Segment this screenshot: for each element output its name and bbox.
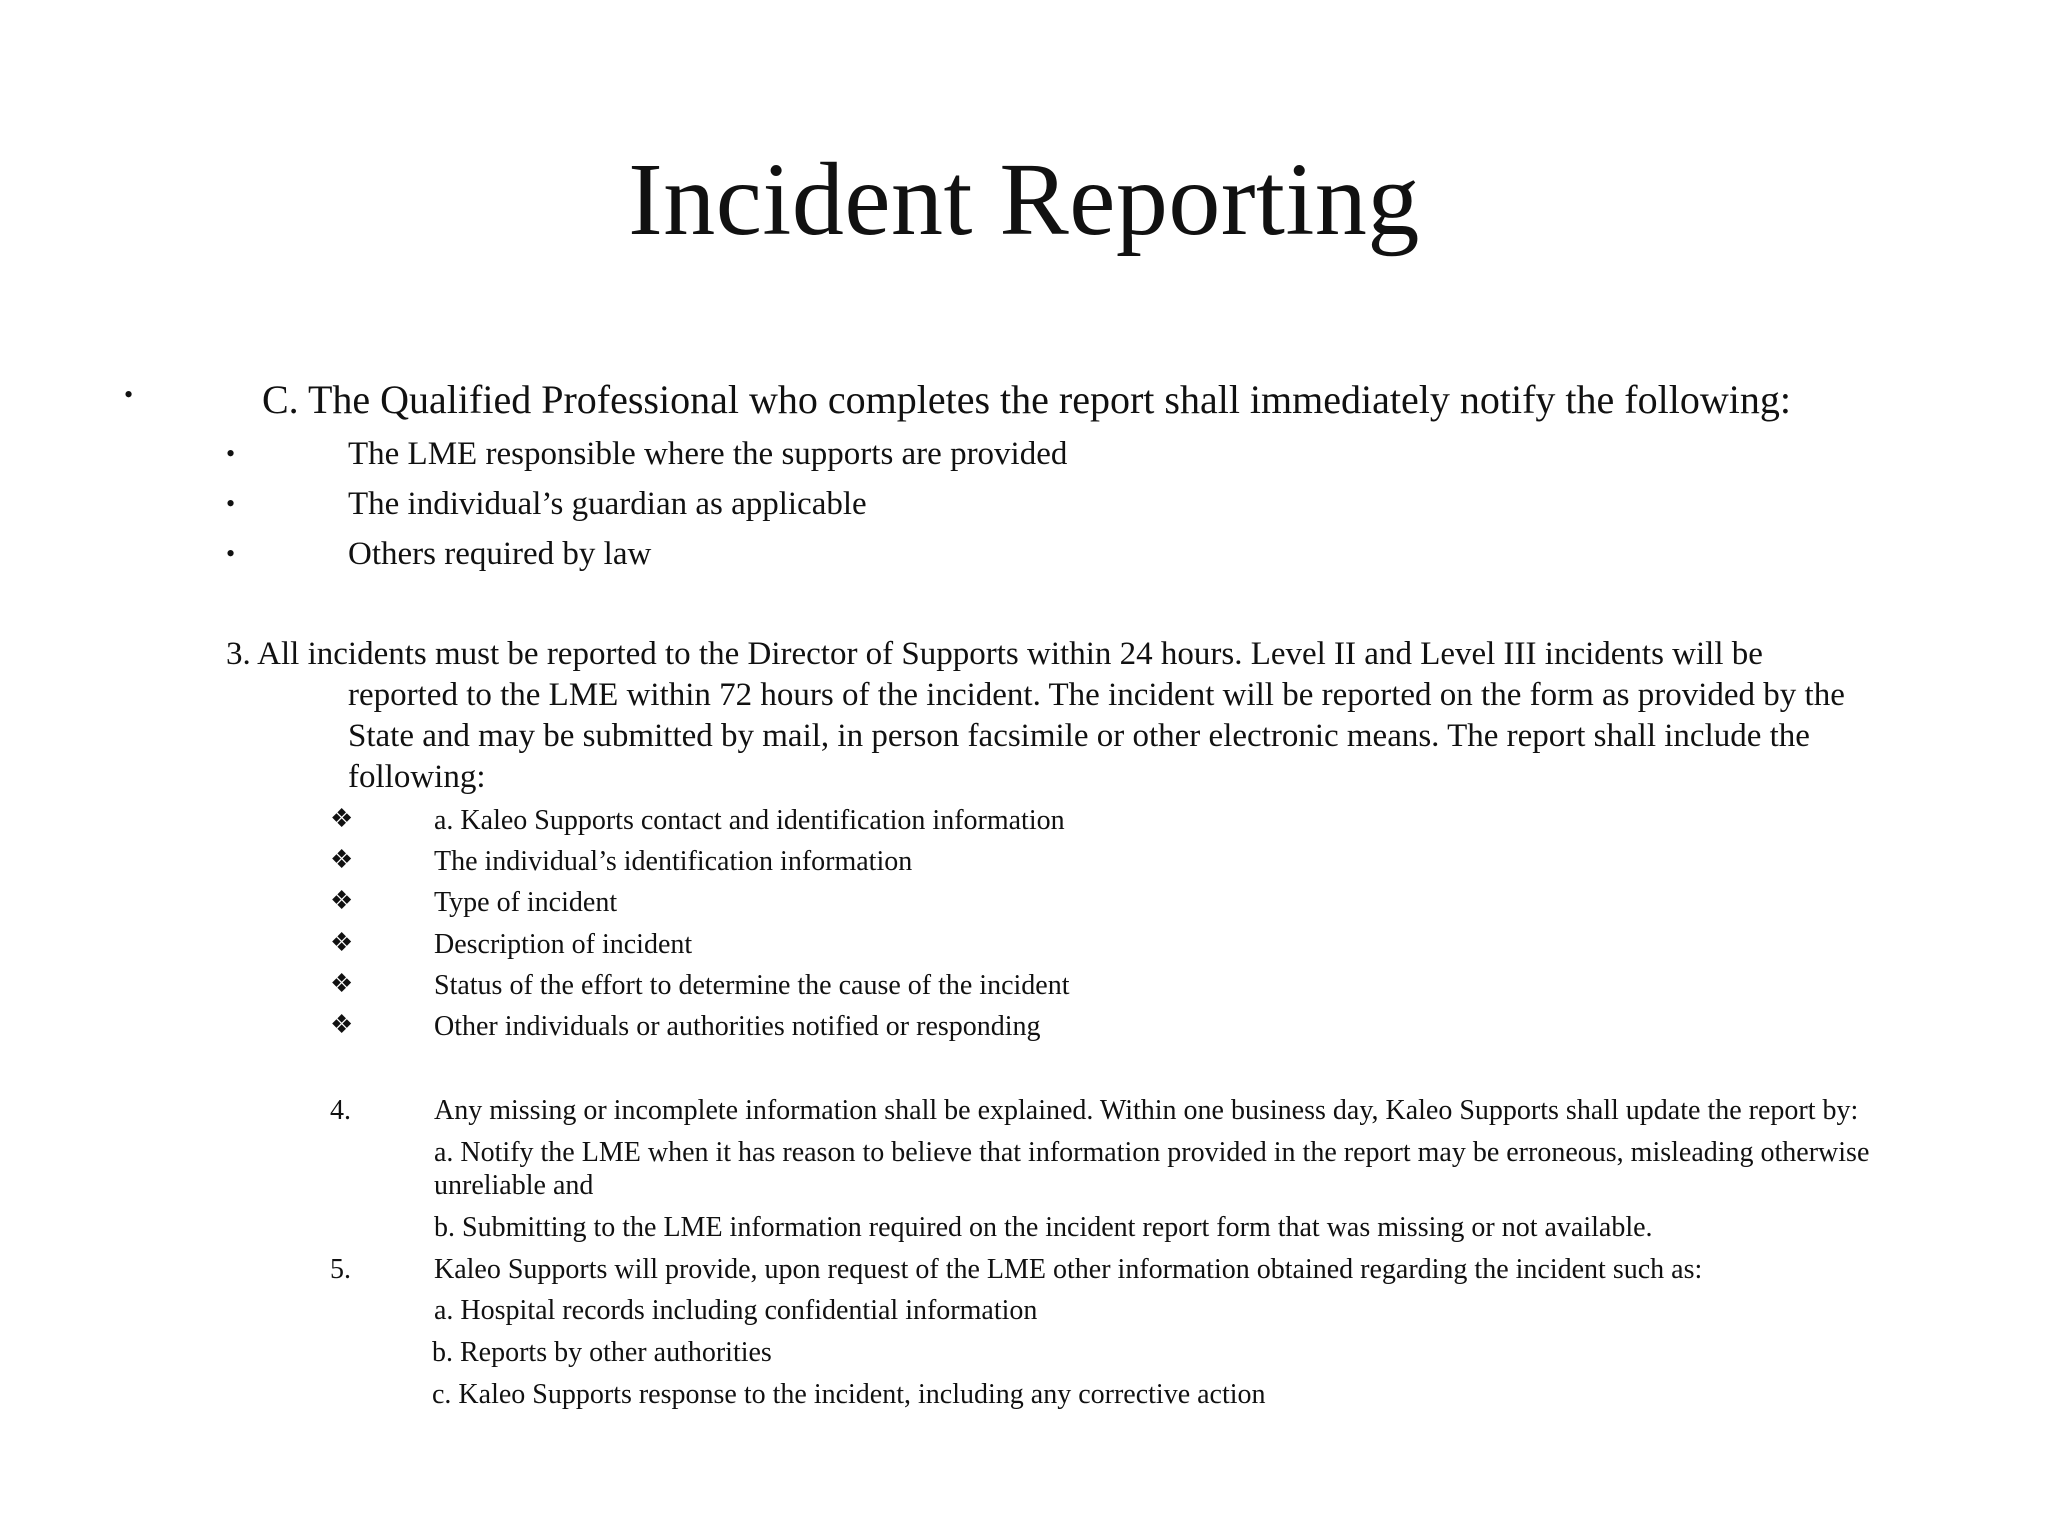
section-4-sub-b: b. Submitting to the LME information required on the incident report form that was missing or not available. bbox=[434, 1212, 1653, 1243]
section-c-heading: C. The Qualified Professional who completes the report shall immediately notify the following: bbox=[262, 377, 1791, 422]
diamond-bullet-icon: ❖ bbox=[330, 1010, 354, 1039]
diamond-bullet-icon: ❖ bbox=[330, 886, 354, 915]
section-4-text: Any missing or incomplete information shall be explained. Within one business day, Kaleo Supports shall update the report by: bbox=[434, 1095, 1859, 1126]
list-item: The individual’s guardian as applicable bbox=[348, 486, 867, 522]
section-5-number: 5. bbox=[330, 1254, 351, 1285]
slide-title: Incident Reporting bbox=[628, 142, 1420, 257]
diamond-bullet-icon: ❖ bbox=[330, 969, 354, 998]
bullet-dot: • bbox=[226, 489, 236, 518]
bullet-dot: • bbox=[124, 380, 134, 409]
section-4-sub-a: a. Notify the LME when it has reason to believe that information provided in the report may be erroneous, misleading otherwise bbox=[434, 1137, 1870, 1168]
list-item: Type of incident bbox=[434, 887, 618, 918]
section-3-line: following: bbox=[348, 759, 486, 795]
list-item: Description of incident bbox=[434, 929, 693, 960]
list-item: Others required by law bbox=[348, 536, 652, 572]
section-3-line: State and may be submitted by mail, in person facsimile or other electronic means. The report shall include the bbox=[348, 718, 1810, 754]
diamond-bullet-icon: ❖ bbox=[330, 845, 354, 874]
list-item: The individual’s identification information bbox=[434, 846, 913, 877]
bullet-dot: • bbox=[226, 539, 236, 568]
section-5-sub-c: c. Kaleo Supports response to the incident, including any corrective action bbox=[432, 1379, 1266, 1410]
list-item: Status of the effort to determine the cause of the incident bbox=[434, 970, 1070, 1001]
list-item: The LME responsible where the supports are provided bbox=[348, 436, 1068, 472]
diamond-bullet-icon: ❖ bbox=[330, 804, 354, 833]
section-5-sub-a: a. Hospital records including confidential information bbox=[434, 1295, 1038, 1326]
list-item: Other individuals or authorities notified or responding bbox=[434, 1011, 1041, 1042]
diamond-bullet-icon: ❖ bbox=[330, 928, 354, 957]
section-3-line: 3. All incidents must be reported to the Director of Supports within 24 hours. Level II and Level III incidents will be bbox=[226, 636, 1763, 672]
bullet-dot: • bbox=[226, 439, 236, 468]
list-item: a. Kaleo Supports contact and identification information bbox=[434, 805, 1065, 836]
section-4-sub-a-cont: unreliable and bbox=[434, 1170, 594, 1201]
section-3-line: reported to the LME within 72 hours of the incident. The incident will be reported on the form as provided by the bbox=[348, 677, 1845, 713]
section-4-number: 4. bbox=[330, 1095, 351, 1126]
section-5-sub-b: b. Reports by other authorities bbox=[432, 1337, 772, 1368]
section-5-text: Kaleo Supports will provide, upon request of the LME other information obtained regarding the incident such as: bbox=[434, 1254, 1703, 1285]
